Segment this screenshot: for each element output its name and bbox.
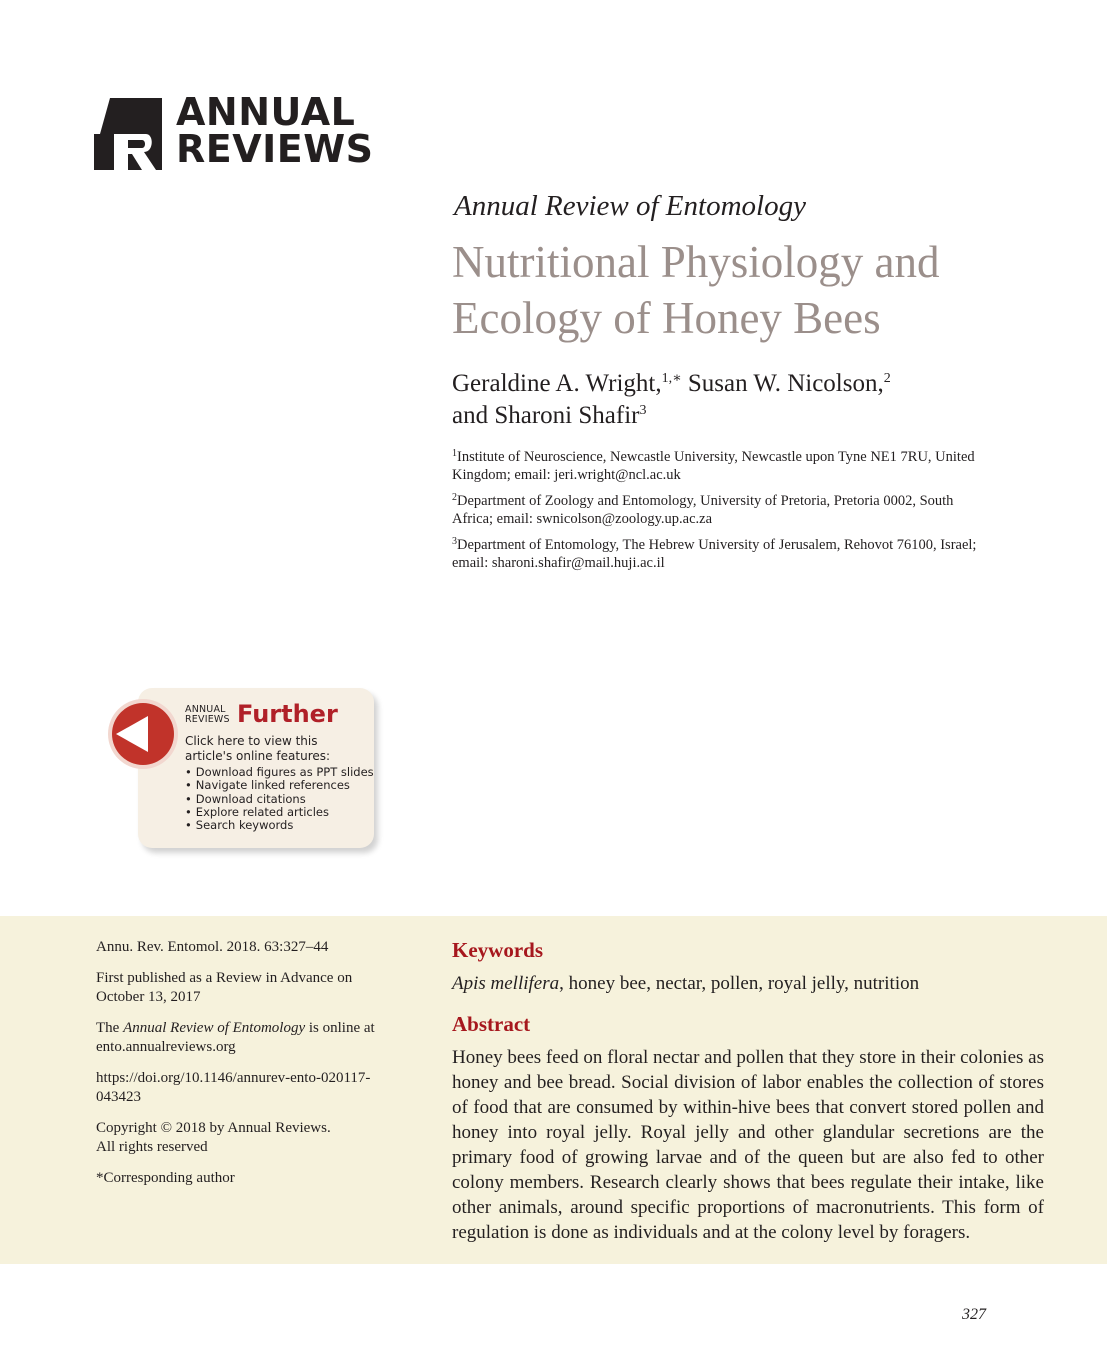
affiliations xyxy=(452,448,992,580)
journal-name: Annual Review of Entomology xyxy=(454,190,806,222)
first-published: First published as a Review in Advance on October 13, 2017 xyxy=(96,970,353,1005)
further-brand-line2: REVIEWS xyxy=(185,714,230,725)
author-3: and Sharoni Shafir xyxy=(452,402,640,429)
affiliation-1-num: 1 xyxy=(452,448,457,459)
online-suffix: is online at ento.annualreviews.org xyxy=(96,1020,375,1055)
abstract-text: Honey bees feed on floral nectar and pollen that they store in their colonies as honey and bee bread. Social division of labor enables the collection of stores of food that are consumed by within-hive bees that convert stored pollen and honey into royal jelly. Royal jelly and other glandular secretions are the primary food of growing larvae and of the queen but are also fed to other colony members. Research clearly shows that bees regulate their intake, like other animals, around specific proportions of macronutrients. This form of regulation is done as individuals and at the colony level by foragers. xyxy=(452,1047,1044,1243)
click-here-link[interactable]: Click here xyxy=(185,734,245,748)
further-feature-list xyxy=(185,766,374,832)
keyword-species: Apis mellifera xyxy=(452,973,560,994)
citation: Annu. Rev. Entomol. 2018. 63:327–44 xyxy=(96,939,329,955)
page-number: 327 xyxy=(962,1306,986,1323)
author-1: Geraldine A. Wright, xyxy=(452,370,662,397)
copyright-line2: All rights reserved xyxy=(96,1139,208,1155)
further-intro-text: to view this article's online features: xyxy=(185,734,331,763)
affiliation-1 xyxy=(452,448,992,484)
further-online-features-box[interactable] xyxy=(138,688,374,848)
affiliation-3-text: Department of Entomology, The Hebrew University of Jerusalem, Rehovot 76100, Israel; email: sharoni.shafir@mail.huji.ac.il xyxy=(452,537,977,571)
further-brand-line1: ANNUAL xyxy=(185,704,226,715)
affiliation-3-num: 3 xyxy=(452,536,457,547)
doi-link[interactable]: https://doi.org/10.1146/annurev-ento-020117-043423 xyxy=(96,1070,371,1105)
online-at xyxy=(96,1019,396,1057)
corresponding-author: *Corresponding author xyxy=(96,1170,235,1186)
affiliation-2 xyxy=(452,492,992,528)
further-intro xyxy=(185,734,365,763)
keywords-list xyxy=(452,972,1052,996)
back-arrow-icon[interactable] xyxy=(116,716,148,752)
copyright-line1: Copyright © 2018 by Annual Reviews. xyxy=(96,1120,331,1136)
article-title: Nutritional Physiology and Ecology of Honey Bees xyxy=(452,237,940,343)
author-2: Susan W. Nicolson, xyxy=(681,370,884,397)
online-journal: Annual Review of Entomology xyxy=(123,1020,306,1036)
further-item-citations: • Download citations xyxy=(185,793,374,806)
affiliation-2-text: Department of Zoology and Entomology, University of Pretoria, Pretoria 0002, South Africa; email: swnicolson@zoology.up.ac.za xyxy=(452,493,954,527)
logo-line-annual: ANNUAL xyxy=(176,90,356,134)
article-meta xyxy=(96,938,396,1200)
further-item-ppt: • Download figures as PPT slides xyxy=(185,766,374,779)
further-item-related: • Explore related articles xyxy=(185,806,374,819)
logo-line-reviews: REVIEWS xyxy=(176,127,374,171)
author-list xyxy=(452,368,1012,432)
online-prefix: The xyxy=(96,1020,124,1036)
further-title: Further xyxy=(237,700,338,728)
annual-reviews-ar-logo-icon xyxy=(94,98,162,170)
logo-text xyxy=(176,90,376,171)
author-1-sup: 1,∗ xyxy=(661,371,682,386)
affiliation-2-num: 2 xyxy=(452,492,457,503)
affiliation-1-text: Institute of Neuroscience, Newcastle University, Newcastle upon Tyne NE1 7RU, United Kingdom; email: jeri.wright@ncl.ac.uk xyxy=(452,449,975,483)
further-brand xyxy=(185,705,230,725)
affiliation-3 xyxy=(452,536,992,572)
author-2-sup: 2 xyxy=(883,371,891,386)
further-item-references: • Navigate linked references xyxy=(185,779,374,792)
author-3-sup: 3 xyxy=(639,403,647,418)
copyright xyxy=(96,1119,396,1157)
abstract-heading: Abstract xyxy=(452,1012,531,1036)
keywords-heading: Keywords xyxy=(452,938,543,962)
keywords-rest: , honey bee, nectar, pollen, royal jelly, nutrition xyxy=(559,973,920,994)
further-item-keywords: • Search keywords xyxy=(185,819,374,832)
